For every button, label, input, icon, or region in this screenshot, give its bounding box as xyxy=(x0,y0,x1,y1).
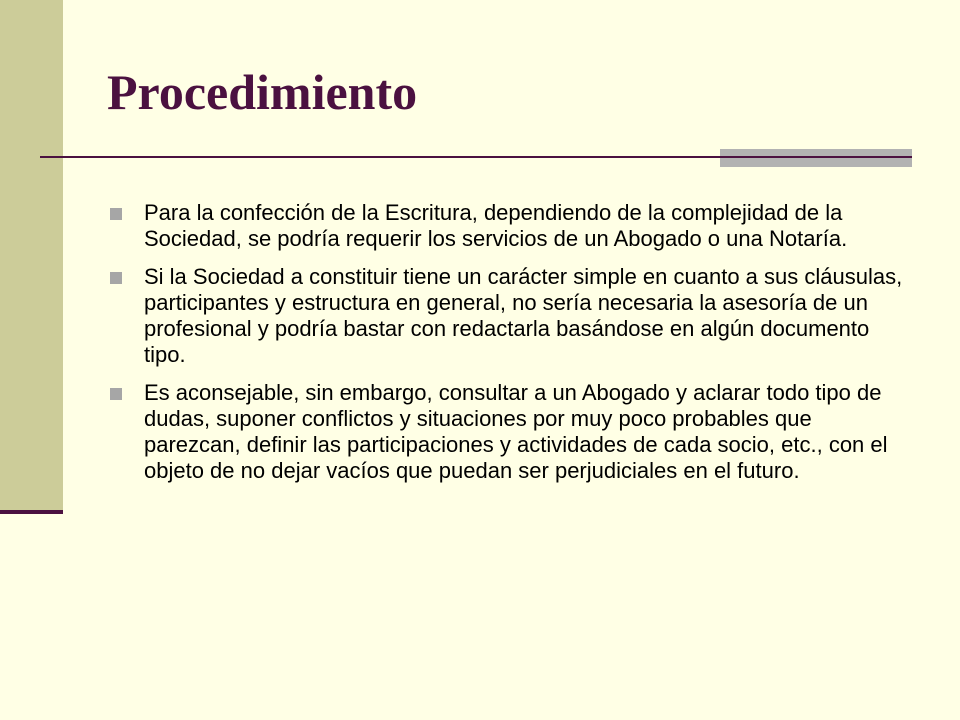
bullet-list xyxy=(108,200,908,496)
bullet-item xyxy=(108,264,908,368)
slide-title: Procedimiento xyxy=(107,64,418,120)
side-band-underline xyxy=(0,510,63,514)
bullet-text: Si la Sociedad a constituir tiene un carácter simple en cuanto a sus cláusulas, participantes y estructura en general, no sería necesaria la asesoría de un profesional y podría bastar con redactarla basándose en algún documento tipo. xyxy=(144,264,903,367)
square-bullet-icon xyxy=(110,208,122,220)
square-bullet-icon xyxy=(110,388,122,400)
square-bullet-icon xyxy=(110,272,122,284)
bullet-text: Para la confección de la Escritura, dependiendo de la complejidad de la Sociedad, se podría requerir los servicios de un Abogado o una Notaría. xyxy=(144,200,848,251)
side-decorative-band xyxy=(0,0,63,510)
bullet-text: Es aconsejable, sin embargo, consultar a un Abogado y aclarar todo tipo de dudas, suponer conflictos y situaciones por muy poco probables que parezcan, definir las participaciones y actividades de cada socio, etc., con el objeto de no dejar vacíos que puedan ser perjudiciales en el futuro. xyxy=(144,380,888,483)
bullet-item xyxy=(108,380,908,484)
bullet-item xyxy=(108,200,908,252)
title-divider-accent xyxy=(720,149,912,167)
